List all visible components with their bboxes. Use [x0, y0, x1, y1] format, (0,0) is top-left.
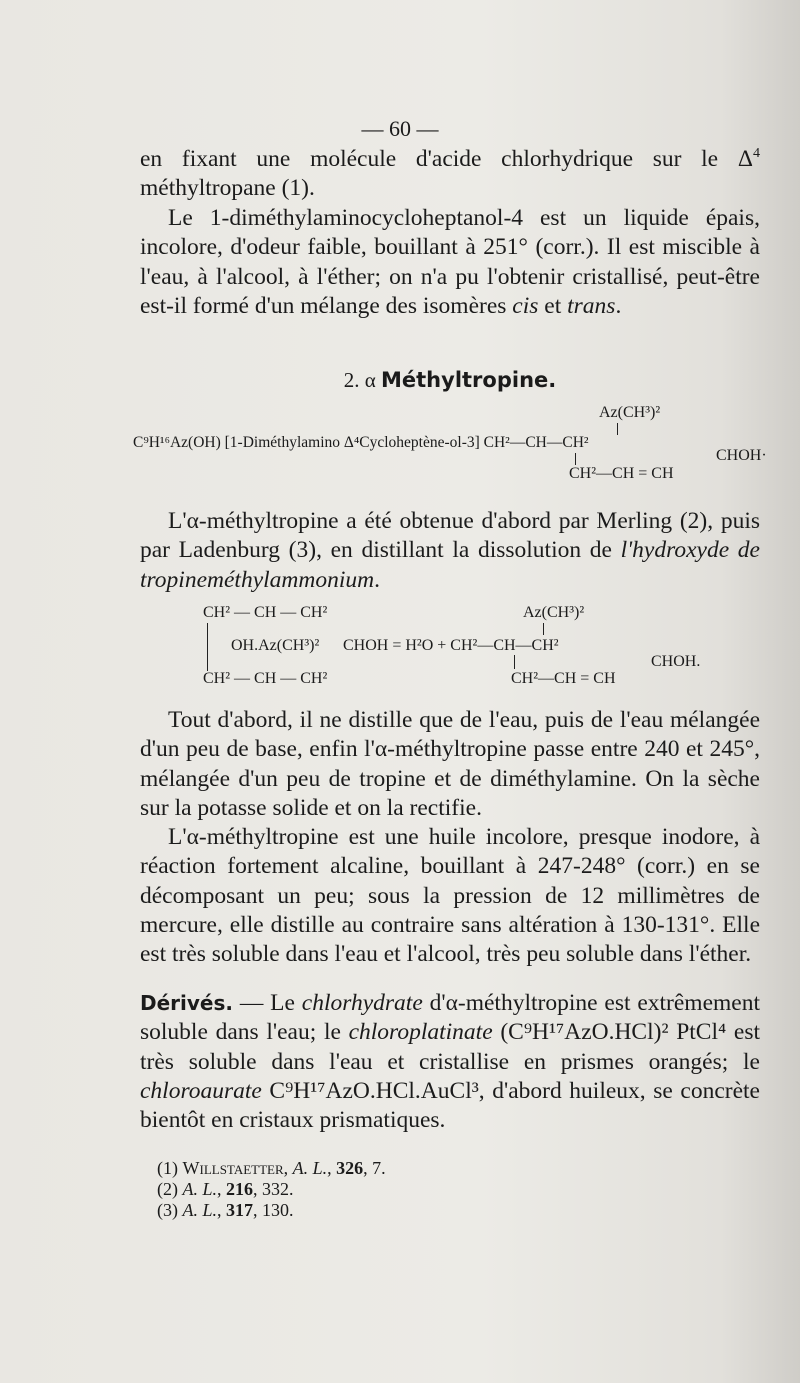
footnote-2: (2) A. L., 216, 332.: [157, 1179, 294, 1199]
paragraph-2: [140, 204, 760, 321]
formula-1-bottom-line: CH²—CH = CH: [569, 465, 674, 482]
paragraph-6: [140, 989, 760, 1135]
paragraph-4-text: Tout d'abord, il ne distille que de l'eau, puis de l'eau mélangée d'un peu de base, enfin l'α-méthyltropine passe entre 240 et 245°, mélangée d'un peu de tropine et de diméthylamine. On la sèche sur la potasse solide et on la rectifie.: [140, 707, 760, 821]
paragraph-3-text-b: .: [374, 566, 380, 593]
derives-label: Dérivés.: [140, 991, 233, 1015]
paragraph-2-text-b: et: [538, 292, 568, 319]
formula-1-main-line: C⁹H¹⁶Az(OH) [1-Diméthylamino Δ⁴Cycloheptène-ol-3] CH²—CH—CH²: [133, 434, 589, 451]
footnote-1: (1) Willstaetter, A. L., 326, 7.: [157, 1158, 386, 1178]
paragraph-3: [140, 507, 760, 595]
section-number: 2. α: [343, 368, 376, 392]
formula-1-bond-left: [575, 453, 576, 465]
paragraph-6-text-c: (C⁹H¹⁷AzO.HCl)² PtCl⁴ est très soluble dans l'eau et cristallise en prismes orangés; le: [140, 1019, 760, 1075]
footnote-1-volume: 326: [336, 1158, 364, 1178]
paragraph-2-text-c: .: [615, 292, 622, 319]
section-title-text: Méthyltropine.: [381, 368, 557, 392]
formula-2-bond-left: [207, 623, 208, 671]
paragraph-6-italic-c: chloroaurate: [140, 1077, 262, 1104]
paragraph-2-trans: trans: [567, 292, 616, 319]
paragraph-1-text-b: méthyltropane (1).: [140, 175, 315, 202]
footnote-3-journal: A. L.: [182, 1200, 218, 1220]
paragraph-6-italic-a: chlorhydrate: [301, 990, 423, 1016]
formula-2-row1-right: Az(CH³)²: [523, 604, 585, 621]
paragraph-4: [140, 706, 760, 823]
formula-2-row2-right: CHOH.: [651, 653, 701, 670]
paragraph-1: [140, 145, 760, 204]
formula-2-bond-right-bottom: [514, 655, 515, 669]
paragraph-1-text-a: en fixant une molécule d'acide chlorhydrique sur le Δ: [140, 146, 753, 172]
footnote-3: (3) A. L., 317, 130.: [157, 1200, 294, 1220]
page-number: — 60 —: [361, 116, 439, 141]
paragraph-1-sup: 4: [752, 145, 760, 162]
section-title: [140, 368, 760, 393]
formula-2-row1-left: CH² — CH — CH²: [203, 604, 328, 621]
paragraph-5: [140, 823, 760, 969]
footnote-2-num: (2): [157, 1179, 178, 1199]
formula-2-row2-left: OH.Az(CH³)²: [231, 637, 320, 654]
paragraph-2-text-a: Le 1-diméthylaminocycloheptanol-4 est un liquide épais, incolore, d'odeur faible, bouillant à 251° (corr.). Il est miscible à l'eau, à l'alcool, à l'éther; on n'a pu l'obtenir cristallisé, peut-être est-il formé d'un mélange des isomères: [140, 205, 760, 319]
paragraph-5-text: L'α-méthyltropine est une huile incolore, presque inodore, à réaction fortement alcaline, bouillant à 247-248° (corr.) en se décomposant un peu; sous la pression de 12 millimètres de mercure, elle distille au contraire sans altération à 130-131°. Elle est très soluble dans l'eau et l'alcool, très peu soluble dans l'éther.: [140, 824, 760, 968]
formula-1-right-group: CHOH·: [716, 447, 767, 464]
formula-2-row2-mid: CHOH = H²O + CH²—CH—CH²: [343, 637, 559, 654]
formula-2-bond-right-top: [543, 623, 544, 635]
footnote-3-page: 130.: [262, 1200, 294, 1220]
paragraph-6-text-b: d'α-méthyltropine est extrêmement soluble dans l'eau; le: [140, 990, 760, 1046]
footnote-1-page: 7.: [372, 1158, 386, 1178]
paragraph-6-text-d: C⁹H¹⁷AzO.HCl.AuCl³, d'abord huileux, se concrète bientôt en cristaux prismatiques.: [140, 1077, 760, 1134]
paragraph-3-italic: l'hydroxyde de tropineméthylammonium: [140, 537, 760, 593]
formula-1-bond-top: [617, 423, 618, 435]
footnote-3-volume: 317: [226, 1200, 254, 1220]
paragraph-3-text-a: L'α-méthyltropine a été obtenue d'abord par Merling (2), puis par Ladenburg (3), en distillant la dissolution de: [140, 508, 760, 564]
footnotes: [157, 1158, 386, 1221]
footnote-1-journal: A. L.: [292, 1158, 328, 1178]
footnote-3-num: (3): [157, 1200, 178, 1220]
footnote-1-author: Willstaetter: [182, 1158, 284, 1178]
paragraph-2-cis: cis: [512, 292, 539, 319]
footnote-1-num: (1): [157, 1158, 178, 1178]
paragraph-6-italic-b: chloroplatinate: [348, 1019, 493, 1046]
footnote-2-journal: A. L.: [182, 1179, 218, 1199]
footnote-2-page: 332.: [262, 1179, 294, 1199]
formula-2-row3-right: CH²—CH = CH: [511, 670, 616, 687]
formula-2-row3-left: CH² — CH — CH²: [203, 670, 328, 687]
footnote-2-volume: 216: [226, 1179, 254, 1199]
paragraph-6-text-a: — Le: [233, 990, 302, 1016]
formula-1-top-group: Az(CH³)²: [599, 404, 661, 421]
